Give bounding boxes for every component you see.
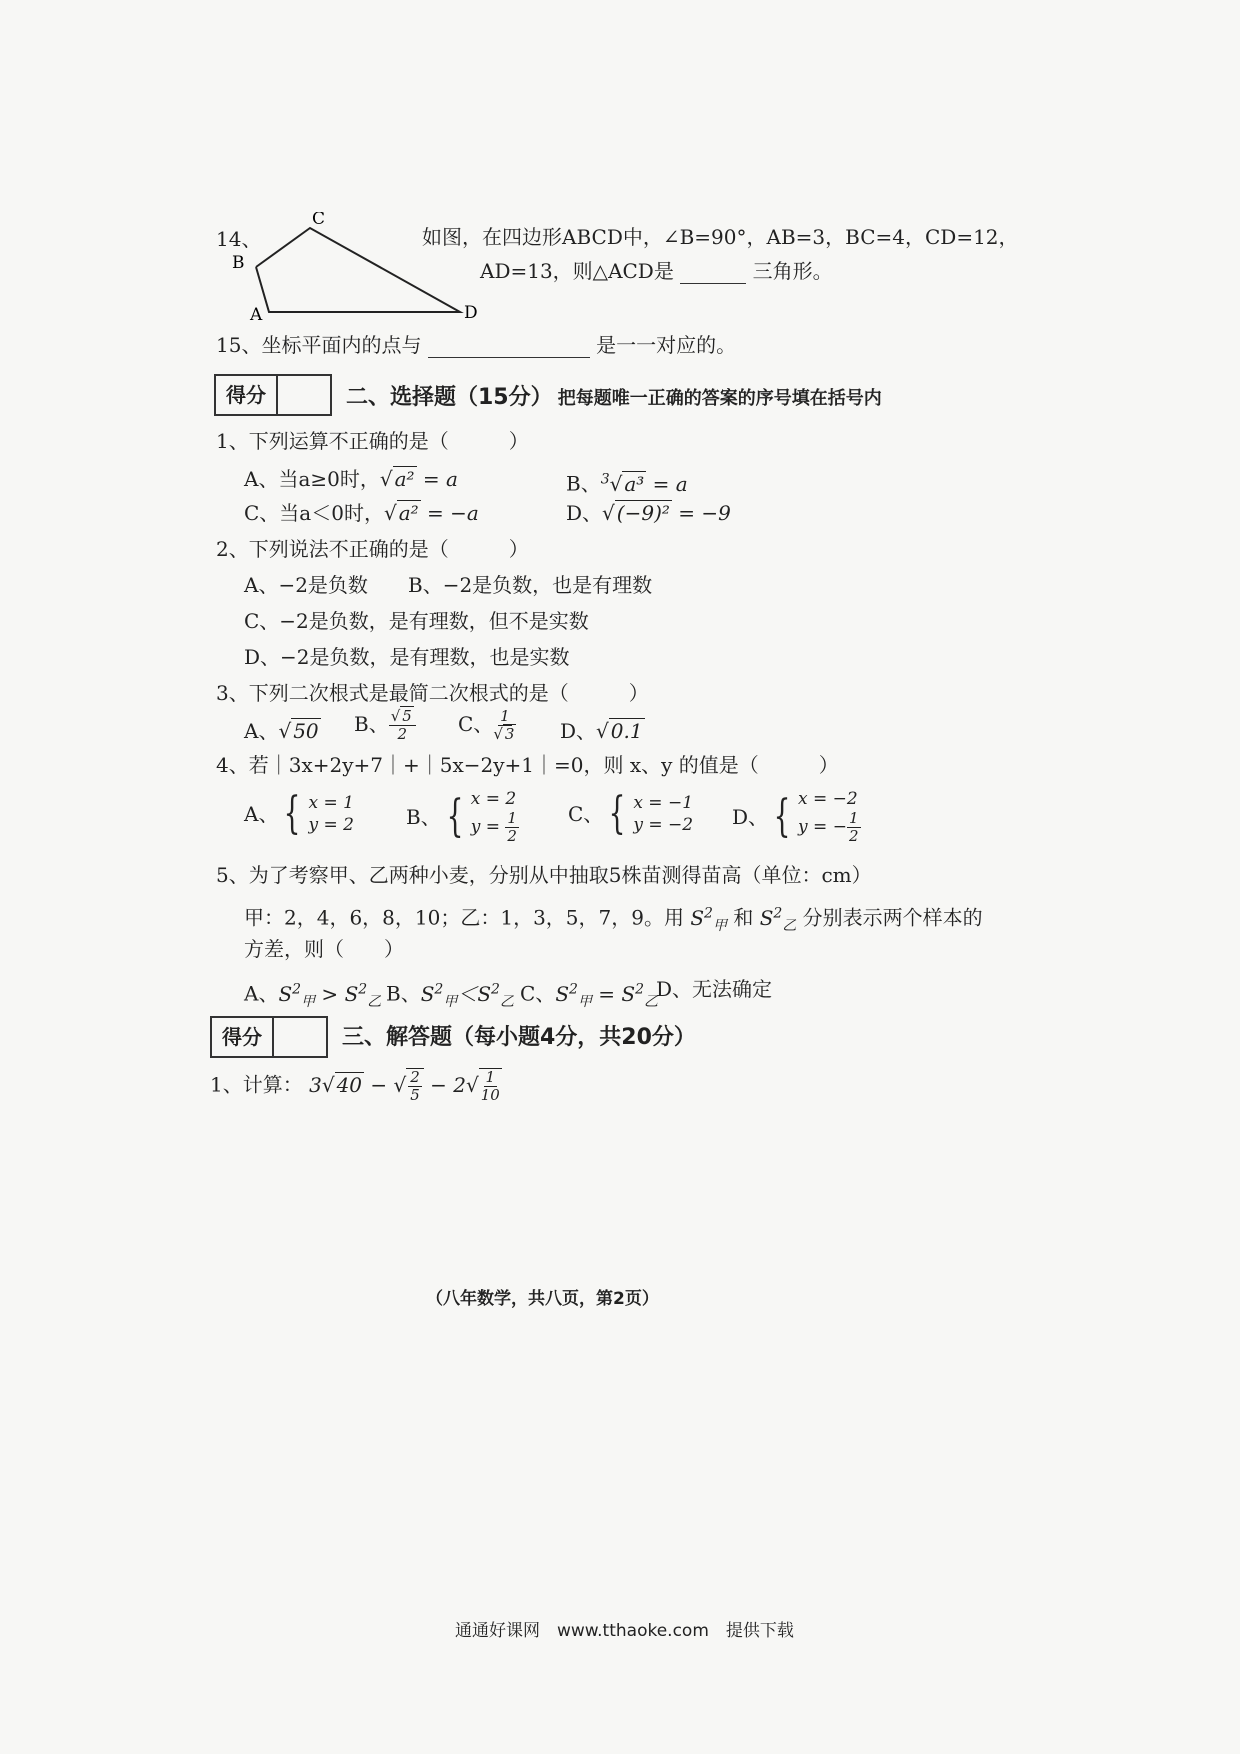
s-sub-yi: 乙 xyxy=(644,993,659,1010)
s-symbol: S xyxy=(477,981,492,1006)
calc-coef1: 3 xyxy=(309,1072,322,1097)
mc3-a-radicand: 50 xyxy=(293,719,319,743)
mc1-a-radicand: a² xyxy=(394,467,415,491)
s-sub-jia: 甲 xyxy=(577,993,592,1010)
mc3-stem: 3、下列二次根式是最简二次根式的是（ ） xyxy=(216,681,649,705)
q15-line xyxy=(216,332,736,358)
mc5-line2-a: 甲：2，4，6，8，10；乙：1，3，5，7，9。用 xyxy=(244,905,684,930)
section2-heading xyxy=(346,380,882,411)
mc4-d-x: x = −2 xyxy=(798,789,858,809)
mc3-a-label: A、 xyxy=(244,719,279,743)
mc2-option-d: D、−2是负数，是有理数，也是实数 xyxy=(244,645,570,669)
s-symbol: S xyxy=(759,905,774,930)
s-symbol: S xyxy=(420,981,435,1006)
q15-text-b: 是一一对应的。 xyxy=(596,333,737,357)
mc4-option-a: A、 { x = 1 y = 2 xyxy=(244,788,354,839)
s-sub-jia: 甲 xyxy=(301,993,316,1010)
mc4-b-x: x = 2 xyxy=(470,789,517,809)
section2-score-label: 得分 xyxy=(216,376,278,414)
q14-line1: 如图，在四边形ABCD中，∠B=90°，AB=3，BC=4，CD=12， xyxy=(422,225,1019,249)
s-sup: 2 xyxy=(635,981,645,997)
s-sup: 2 xyxy=(358,981,368,997)
mc3-option-c: C、 $\frac{1}{√ 3}$ xyxy=(458,707,515,743)
s-sub-yi: 乙 xyxy=(367,993,382,1010)
mc5-line2 xyxy=(244,900,983,939)
section2-score-field[interactable] xyxy=(278,376,330,414)
mc5-c-op: = xyxy=(591,981,622,1006)
s-sup: 2 xyxy=(292,981,302,997)
calc-label: 1、计算： xyxy=(210,1072,303,1097)
mc4-d-y-pre: y = − xyxy=(798,817,847,837)
mc3-c-num: 1 xyxy=(500,707,510,725)
s-sup: 2 xyxy=(491,981,500,997)
s-sub-jia: 甲 xyxy=(712,917,727,934)
mc3-b-den: 2 xyxy=(397,725,408,743)
mc5-line2-c: 分别表示两个样本的 xyxy=(802,905,983,930)
section3-score-field[interactable] xyxy=(274,1018,326,1056)
mc4-d-y-den: 2 xyxy=(848,827,859,845)
mc2-option-c: C、−2是负数，是有理数，但不是实数 xyxy=(244,609,589,633)
calc-problem: 1、计算： 3√ 40 − √ $\frac{2}{5}$ − 2√ $\frac{1}{10}$ xyxy=(210,1068,500,1104)
mc4-option-c: C、 { x = −1 y = −2 xyxy=(568,788,694,839)
mc3-c-den: 3 xyxy=(504,725,515,743)
mc4-c-label: C、 xyxy=(568,802,604,826)
s-sub-yi: 乙 xyxy=(499,993,514,1010)
s-symbol: S xyxy=(344,981,359,1006)
mc4-a-label: A、 xyxy=(244,802,279,826)
mc4-d-y-num: 1 xyxy=(848,809,859,827)
mc1-stem: 1、下列运算不正确的是（ ） xyxy=(216,429,529,453)
mc5-option-b xyxy=(386,976,514,1015)
q15-text-a: 15、坐标平面内的点与 xyxy=(216,333,422,357)
mc3-b-num: 5 xyxy=(402,707,412,725)
mc3-c-label: C、 xyxy=(458,712,494,736)
mc4-stem: 4、若｜3x+2y+7｜+｜5x−2y+1｜=0，则 x、y 的值是（ ） xyxy=(216,753,839,777)
mc1-a-label: A、当a≥0时， xyxy=(244,467,380,491)
mc3-option-d: D、√ 0.1 xyxy=(560,719,643,743)
page-footer: （八年数学，共八页，第2页） xyxy=(426,1289,659,1309)
mc4-a-y: y = 2 xyxy=(308,815,354,835)
mc5-stem: 5、为了考察甲、乙两种小麦，分别从中抽取5株苗测得苗高（单位：cm） xyxy=(216,863,872,887)
mc4-option-d: D、 { x = −2 y = − $\frac{1}{2}$ xyxy=(732,789,859,845)
s-sub-yi: 乙 xyxy=(782,917,797,934)
mc5-option-c xyxy=(520,976,658,1015)
mc1-a-rest: = a xyxy=(416,467,458,491)
mc1-option-c: C、当a＜0时，√ a² = −a xyxy=(244,501,479,525)
mc1-option-a: A、当a≥0时，√ a² = a xyxy=(244,467,458,491)
mc4-b-y-num: 1 xyxy=(507,809,517,827)
mc2-stem: 2、下列说法不正确的是（ ） xyxy=(216,537,529,561)
mc3-option-b: B、 $\frac{√ 5}{2}$ xyxy=(354,708,416,743)
section3-score-label: 得分 xyxy=(212,1018,274,1056)
mc5-b-label: B、 xyxy=(386,981,421,1006)
vertex-label-a: A xyxy=(250,305,263,322)
q14-line2 xyxy=(480,258,833,284)
mc5-a-label: A、 xyxy=(244,981,279,1006)
vertex-label-b: B xyxy=(232,253,245,273)
mc5-option-d: D、无法确定 xyxy=(656,977,773,1001)
q14-number: 14、 xyxy=(216,227,262,251)
calc-minus1: − xyxy=(364,1072,394,1097)
mc4-option-b: B、 { x = 2 y = $\frac{1}{2}$ xyxy=(406,789,517,845)
vertex-label-d: D xyxy=(464,303,478,322)
s-sup: 2 xyxy=(773,905,783,921)
calc-minus2: − 2 xyxy=(423,1072,467,1097)
mc4-a-x: x = 1 xyxy=(308,793,354,813)
mc1-option-b: B、$^3$√ a³ = a xyxy=(566,471,688,496)
q14-answer-blank[interactable] xyxy=(680,261,746,284)
q14-text-b: 三角形。 xyxy=(752,259,833,283)
mc2-option-b: B、−2是负数，也是有理数 xyxy=(408,573,653,597)
s-symbol: S xyxy=(621,981,636,1006)
mc1-d-label: D、 xyxy=(566,501,603,525)
calc-frac2-num: 1 xyxy=(485,1068,496,1086)
mc1-b-label: B、 xyxy=(566,471,601,496)
mc3-option-a: A、√ 50 xyxy=(244,719,319,743)
mc1-b-radicand: a³ xyxy=(624,471,645,496)
mc4-b-y-den: 2 xyxy=(507,827,517,845)
mc1-d-rest: = −9 xyxy=(671,501,731,525)
mc5-c-label: C、 xyxy=(520,981,556,1006)
section2-score-box xyxy=(214,374,332,416)
s-sup: 2 xyxy=(434,981,444,997)
s-symbol: S xyxy=(690,905,705,930)
mc1-d-radicand: (−9)² xyxy=(616,501,670,525)
mc1-b-index: 3 xyxy=(600,471,610,487)
mc3-d-label: D、 xyxy=(560,719,597,743)
mc5-option-a xyxy=(244,976,381,1015)
s-sup: 2 xyxy=(569,981,578,997)
mc3-b-label: B、 xyxy=(354,712,389,736)
mc4-c-y: y = −2 xyxy=(633,815,694,835)
mc5-a-op: > xyxy=(315,981,345,1006)
mc1-c-radicand: a² xyxy=(398,501,419,525)
calc-rad1: 40 xyxy=(336,1072,363,1097)
site-credit: 通通好课网 www.tthaoke.com 提供下载 xyxy=(455,1621,794,1641)
mc4-b-y-pre: y = xyxy=(470,817,506,837)
section3-title: 三、解答题（每小题4分，共20分） xyxy=(342,1025,696,1050)
mc5-b-op: ＜ xyxy=(457,981,478,1006)
calc-frac1-num: 2 xyxy=(410,1068,420,1086)
q14-text-a: AD=13，则△ACD是 xyxy=(480,259,674,283)
mc5-line2-b: 和 xyxy=(733,905,754,930)
s-sub-jia: 甲 xyxy=(443,993,458,1010)
vertex-label-c: C xyxy=(312,212,326,229)
section2-title: 二、选择题（15分） xyxy=(346,385,553,410)
mc5-line3: 方差，则（ ） xyxy=(244,937,404,961)
section2-desc: 把每题唯一正确的答案的序号填在括号内 xyxy=(557,388,882,409)
section3-score-box xyxy=(210,1016,328,1058)
mc1-c-rest: = −a xyxy=(420,501,479,525)
s-symbol: S xyxy=(278,981,293,1006)
s-symbol: S xyxy=(555,981,570,1006)
mc4-b-label: B、 xyxy=(406,804,441,829)
mc4-d-label: D、 xyxy=(732,804,769,829)
mc2-option-a: A、−2是负数 xyxy=(244,573,368,597)
mc1-c-label: C、当a＜0时， xyxy=(244,501,384,525)
s-sup: 2 xyxy=(704,905,713,921)
mc4-c-x: x = −1 xyxy=(633,793,694,813)
q15-answer-blank[interactable] xyxy=(428,335,590,358)
mc3-d-radicand: 0.1 xyxy=(610,719,643,743)
calc-frac1-den: 5 xyxy=(410,1086,420,1104)
mc1-b-rest: = a xyxy=(646,471,688,496)
mc1-option-d: D、√ (−9)² = −9 xyxy=(566,501,731,525)
calc-frac2-den: 10 xyxy=(480,1086,500,1104)
